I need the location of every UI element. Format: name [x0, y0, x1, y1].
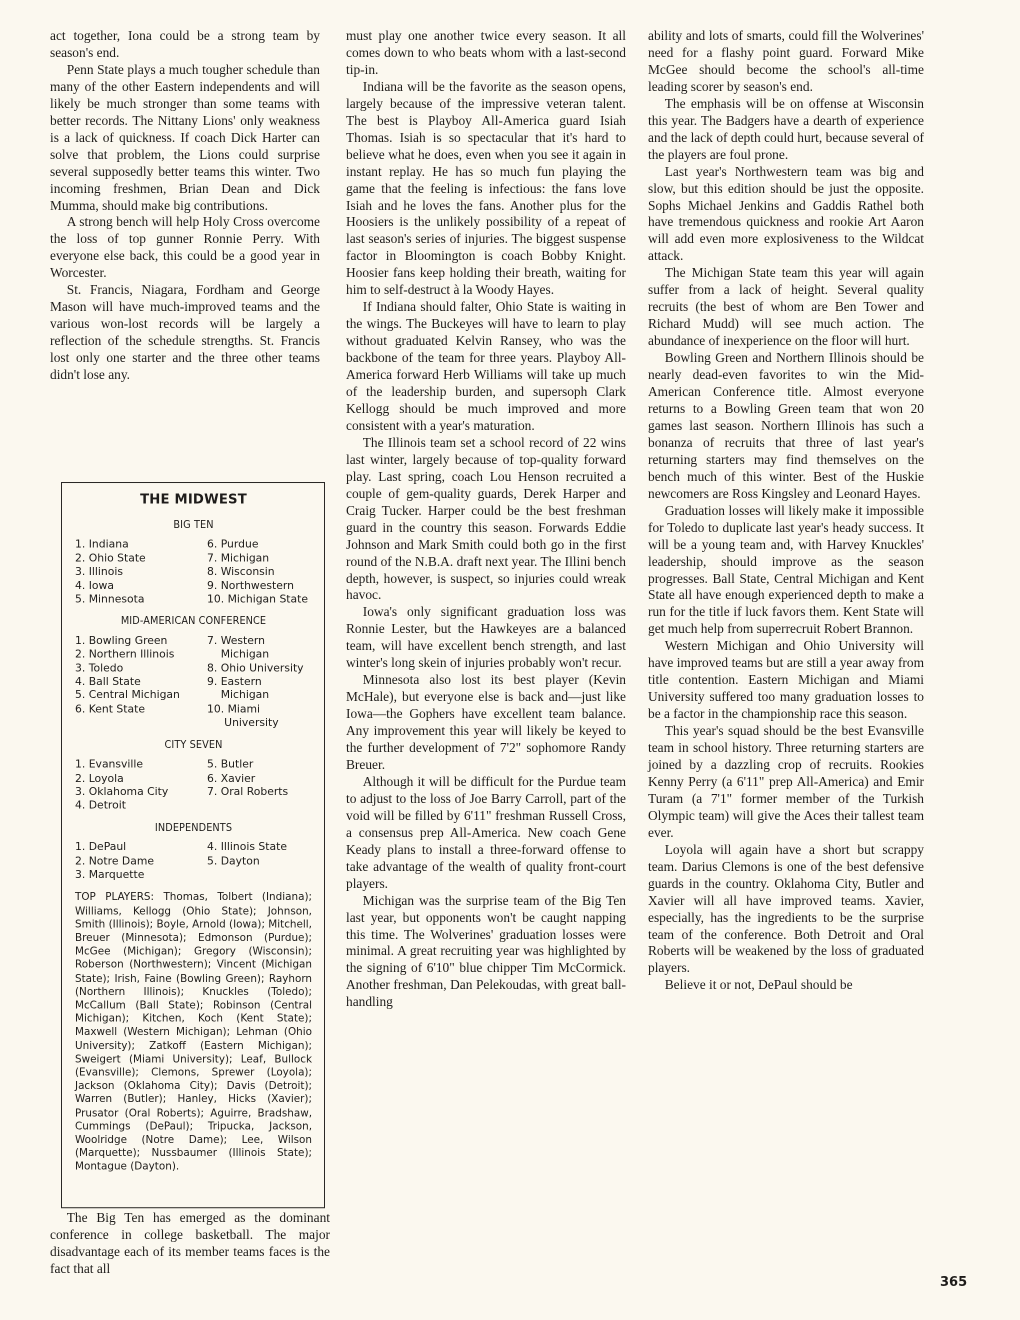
paragraph: act together, Iona could be a strong team by season's end. [50, 28, 320, 60]
article-column-1 [50, 28, 320, 384]
ranking-list [75, 840, 312, 881]
ranking-item: 5. Central Michigan [75, 688, 180, 702]
paragraph: Bowling Green and Northern Illinois should be nearly dead-even favorites to win the Mid-American Conference title. Almost everyone returns to a Bowling Green team that won 20 games last season. Northern Illinois has such a bonanza of recruits that three of last year's returning starters may find themselves on the bench much of this winter. Best of the Huskie newcomers are Ross Kingsley and Leonard Hayes. [648, 350, 924, 501]
conference-section-mid-american [75, 614, 312, 730]
conference-section-big-ten [75, 518, 312, 606]
paragraph: St. Francis, Niagara, Fordham and George Mason will have much-improved teams and the various won-lost records will be largely a reflection of the schedule strengths. St. Francis lost only one starter and the three other teams didn't lose any. [50, 282, 320, 383]
ranking-list [75, 757, 312, 812]
ranking-item: 8. Ohio University [207, 661, 304, 675]
article-column-3 [648, 28, 924, 994]
paragraph: The Illinois team set a school record of 22 wins last winter, largely because of top-quality forward play. Last spring, coach Lou Henson recruited a couple of gem-quality guards, Derek Harper and Craig Tucker. Harper could be the best freshman guard in the country this season. Forwards Eddie Johnson and Mark Smith could both go in the first round of the N.B.A. draft next year. The Illini bench depth, however, is suspect, so injuries could wreak havoc. [346, 434, 626, 603]
article-column-2 [346, 28, 626, 1011]
ranking-item: 1. Evansville [75, 757, 144, 771]
ranking-item: 1. Indiana [75, 537, 129, 551]
paragraph: must play one another twice every season. It all comes down to who beats whom with a last-second tip-in. [346, 28, 626, 77]
ranking-item: 7. Oral Roberts [207, 784, 289, 799]
ranking-item: 5. Butler [207, 757, 254, 771]
paragraph: The Michigan State team this year will again suffer from a lack of height. Several quality recruits (the best of whom are Ben Tower and Richard Mudd) will see much action. The abundance of inexperience on the floor will hurt. [648, 265, 924, 349]
conference-section-independents [75, 820, 312, 881]
ranking-item: 6. Kent State [75, 702, 146, 716]
paragraph: Graduation losses will likely make it impossible for Toledo to duplicate last year's heady success. It will be a young team and, with Harvey Knuckles' leadership, should improve as the season progresses. Ball State, Central Michigan and Kent State all have enough experienced depth to make a run for the title if luck favors them. Kent State will get much help from superrecruit Robert Brannon. [648, 502, 924, 637]
paragraph: Iowa's only significant graduation loss was Ronnie Lester, but the Hawkeyes are a balanced team, will have excellent bench strength, and last winter's long skein of injuries probably won't recur. [346, 604, 626, 671]
page-number: 365 [940, 1275, 968, 1290]
paragraph: Although it will be difficult for the Purdue team to adjust to the loss of Joe Barry Carroll, part of the void will be filled by 6'11" freshman Russell Cross, a consensus prep All-America. New coach Gene Keady plans to install a three-forward offense to take advantage of the wealth of quality front-court players. [346, 773, 626, 891]
box-title: THE MIDWEST [140, 492, 247, 508]
conference-heading: MID-AMERICAN CONFERENCE [120, 614, 267, 628]
paragraph: A strong bench will help Holy Cross overcome the loss of top gunner Ronnie Perry. With everyone else back, this could be a good year in Worcester. [50, 214, 320, 281]
ranking-item: 2. Loyola [75, 771, 124, 785]
ranking-item: 7. Michigan [207, 551, 270, 565]
conference-section-city-seven [75, 738, 312, 812]
paragraph: Loyola will again have a short but scrappy team. Darius Clemons is one of the best defensive guards in the country. Oklahoma City, Butler and Xavier will all have improved teams. Xavier, especially, has the ingredients to be the surprise team of the conference. Both Detroit and Oral Roberts will be weakened by the loss of graduated players. [648, 841, 924, 976]
ranking-item: 3. Toledo [75, 661, 124, 675]
paragraph: Western Michigan and Ohio University will have improved teams but are still a year away from title contention. Eastern Michigan and Miami University suffered too many graduation losses to be a factor in the championship race this season. [648, 638, 924, 722]
ranking-list [75, 634, 312, 730]
paragraph: The emphasis will be on offense at Wisconsin this year. The Badgers have a dearth of experience and the lack of depth could hurt, because several of the players are foul prone. [648, 95, 924, 162]
ranking-item: 8. Wisconsin [207, 564, 275, 579]
paragraph: The Big Ten has emerged as the dominant conference in college basketball. The major disadvantage each of its member teams faces is the fact that all [50, 1210, 330, 1276]
conference-heading: CITY SEVEN [164, 737, 223, 751]
ranking-item: 6. Purdue [207, 537, 259, 551]
ranking-item: 4. Illinois State [207, 840, 288, 854]
paragraph: If Indiana should falter, Ohio State is waiting in the wings. The Buckeyes will have to learn to play without graduated Kelvin Ransey, who was the backbone of the team for three years. Playboy All-America forward Herb Williams will take up much of the leadership burden, and supersoph Clark Kellogg should be much improved and more consistent with a year's maturation. [346, 299, 626, 433]
paragraph: Believe it or not, DePaul should be [664, 977, 853, 993]
paragraph: Penn State plays a much tougher schedule than many of the other Eastern independents and will likely be much stronger than some teams with better records. The Nittany Lions' only weakness is a lack of quickness. If coach Dick Harter can solve that problem, the Lions could surprise several supposedly better teams this winter. Two incoming freshmen, Brian Dean and Dick Mumma, should make big contributions. [50, 61, 320, 213]
paragraph: Last year's Northwestern team was big and slow, but this edition should be just the opposite. Sophs Michael Jenkins and Gaddis Rathel both have tremendous quickness and rookie Art Aaron will add even more explosiveness to the Wildcat attack. [648, 163, 924, 264]
ranking-item: 1. Bowling Green [75, 633, 168, 648]
top-players-list: TOP PLAYERS: Thomas, Tolbert (Indiana); Williams, Kellogg (Ohio State); Johnson, Smith (Illinois); Boyle, Arnold (Iowa); Mitchell, Breuer (Minnesota); Edmonson (Purdue); McGee (Michigan); Gregory (Wisconsin); Roberson (Northwestern); Vincent (Michigan State); Irish, Faine (Bowling Green); Rayhorn (Northern Illinois); Knuckles (Toledo); McCallum (Ball State); Robinson (Central Michigan); Kitchen, Koch (Kent State); Maxwell (Western Michigan); Lehman (Ohio University); Zatkoff (Eastern Michigan); Sweigert (Miami University); Leaf, Bullock (Evansville); Clemons, Sprewer (Loyola); Jackson (Oklahoma City); Davis (Detroit); Warren (Butler); Hanley, Hicks (Xavier); Prusator (Oral Roberts); Aguirre, Bradshaw, Cummings (DePaul); Tripucka, Jackson, Woolridge (Notre Dame); Lee, Wilson (Marquette); Nussbaumer (Illinois State); Montague (Dayton). [75, 891, 312, 1173]
ranking-item: 5. Dayton [207, 853, 260, 868]
ranking-list [75, 537, 312, 605]
ranking-item: 10. Miami University [207, 702, 279, 730]
ranking-item: 10. Michigan State [207, 592, 309, 606]
ranking-item: 9. Northwestern [207, 578, 294, 592]
paragraph: ability and lots of smarts, could fill the Wolverines' need for a flashy point guard. Forward Mike McGee should become the school's all-time leading scorer by season's end. [648, 28, 924, 94]
ranking-item: 3. Marquette [75, 867, 145, 881]
ranking-item: 6. Xavier [207, 771, 256, 785]
article-column-1-continued [50, 1210, 330, 1278]
ranking-item: 5. Minnesota [75, 592, 145, 606]
ranking-item: 4. Detroit [75, 798, 126, 812]
ranking-item: 7. Western Michigan [207, 633, 270, 661]
conference-heading: INDEPENDENTS [154, 820, 233, 834]
ranking-item: 2. Ohio State [75, 551, 146, 565]
ranking-item: 2. Northern Illinois [75, 647, 175, 661]
paragraph: Indiana will be the favorite as the season opens, largely because of the impressive veteran talent. The best is Playboy All-America guard Isiah Thomas. Isiah is so spectacular that it's hard to believe what he does, even when you see it again in instant replay. He has so much fun playing the game that the feeling is infectious: the fans love Isiah and he loves the fans. Another plus for the Hoosiers is the unlikely possibility of a repeat of last season's series of injuries. The biggest suspense factor in Bloomington is coach Bobby Knight. Hoosier fans keep holding their breath, waiting for him to self-destruct à la Woody Hayes. [346, 78, 626, 298]
paragraph: This year's squad should be the best Evansville team in school history. Three returning starters are joined by a dazzling crop of recruits. Rookies Kenny Perry (a 6'11" prep All-America) and Emir Turam (a 7'1" former member of the Turkish Olympic team) will give the Aces their tallest team ever. [648, 723, 924, 840]
paragraph: Michigan was the surprise team of the Big Ten last year, but opponents won't be caught napping this time. The Wolverines' graduation losses were minimal. A great recruiting year was highlighted by the signing of 6'10" blue chipper Tim McCormick. Another freshman, Dan Pelekoudas, with great ball-handling [346, 892, 626, 1010]
paragraph: Minnesota also lost its best player (Kevin McHale), but everyone else is back and—just like Iowa—the Gophers have excellent team balance. Any improvement this year will likely be keyed to the further development of 7'2" sophomore Randy Breuer. [346, 672, 626, 772]
ranking-item: 3. Illinois [75, 564, 123, 579]
ranking-item: 9. Eastern Michigan [207, 674, 270, 702]
ranking-item: 1. DePaul [75, 840, 127, 854]
conference-heading: BIG TEN [173, 517, 214, 531]
midwest-rankings-box [61, 482, 325, 1208]
ranking-item: 4. Ball State [75, 674, 141, 689]
ranking-item: 3. Oklahoma City [75, 784, 169, 799]
ranking-item: 4. Iowa [75, 578, 114, 592]
ranking-item: 2. Notre Dame [75, 853, 155, 868]
